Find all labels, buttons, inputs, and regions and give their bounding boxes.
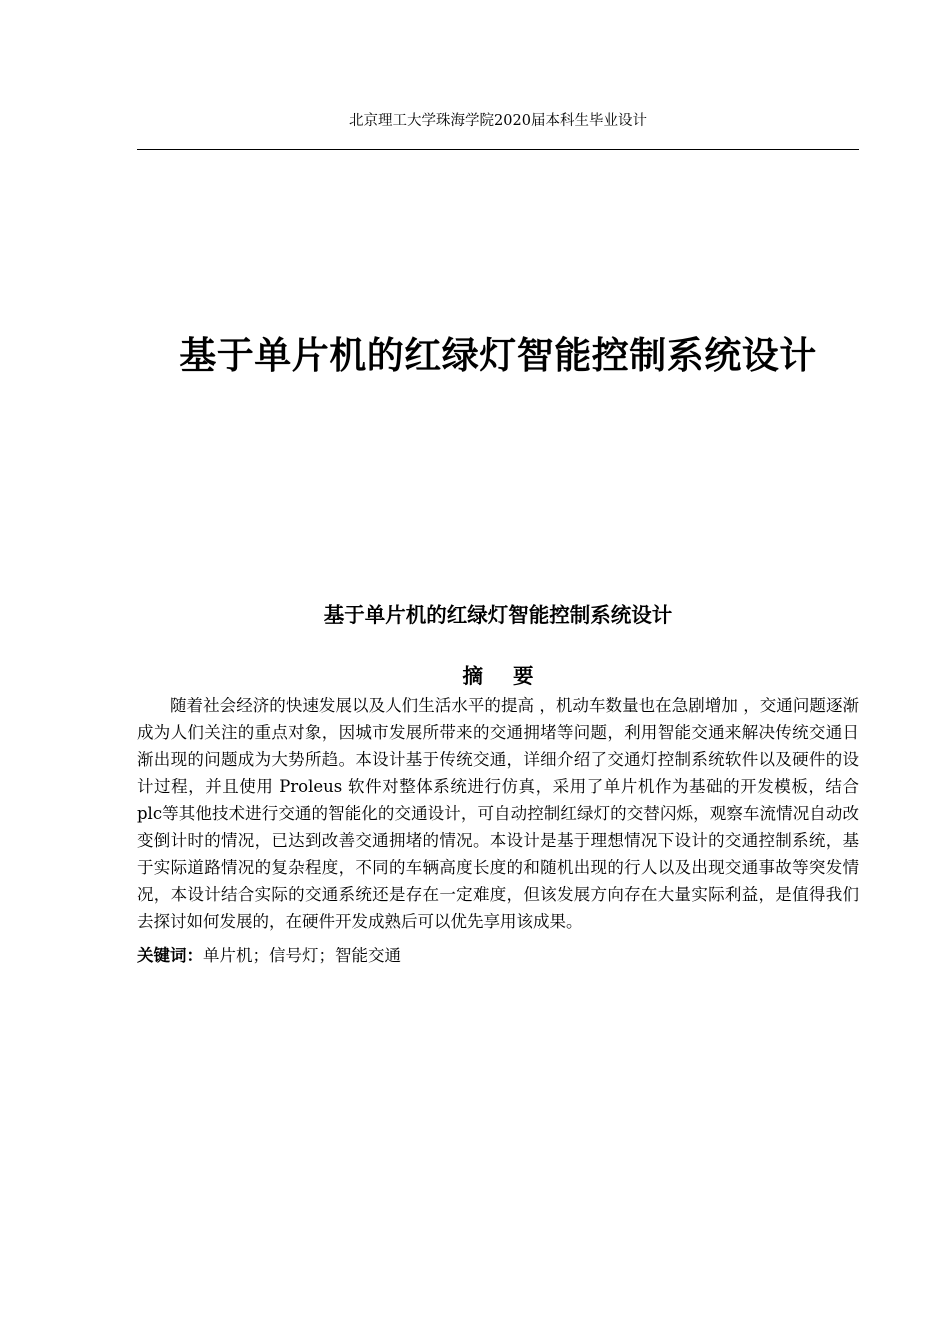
abstract-title: 基于单片机的红绿灯智能控制系统设计 <box>323 603 673 627</box>
abstract-body: 随着社会经济的快速发展以及人们生活水平的提高 ，机动车数量也在急剧增加 ，交通问题逐渐成为人们关注的重点对象，因城市发展所带来的交通拥堵等问题，利用智能交通来解决传统交通日渐出现的问题成为大势所趋。本设计基于传统交通，详细介绍了交通灯控制系统软件以及硬件的设计过程，并且使用 Proleus 软件对整体系统进行仿真，采用了单片机作为基础的开发模板，结合plc等其他技术进行交通的智能化的交通设计，可自动控制红绿灯的交替闪烁，观察车流情况自动改变倒计时的情况，已达到改善交通拥堵的情况。本设计是基于理想情况下设计的交通控制系统，基于实际道路情况的复杂程度，不同的车辆高度长度的和随机出现的行人以及出现交通事故等突发情况，本设计结合实际的交通系统还是存在一定难度，但该发展方向存在大量实际利益，是值得我们去探讨如何发展的，在硬件开发成熟后可以优先享用该成果。 <box>137 696 859 931</box>
page-header: 北京理工大学珠海学院2020届本科生毕业设计 <box>349 113 647 129</box>
keywords-label: 关键词： <box>137 946 203 965</box>
thesis-title: 基于单片机的红绿灯智能控制系统设计 <box>179 333 817 377</box>
header-rule <box>137 149 859 150</box>
abstract-heading: 摘要 <box>462 664 564 688</box>
keywords-value: 单片机；信号灯；智能交通 <box>203 946 401 965</box>
keywords-line <box>137 942 859 969</box>
